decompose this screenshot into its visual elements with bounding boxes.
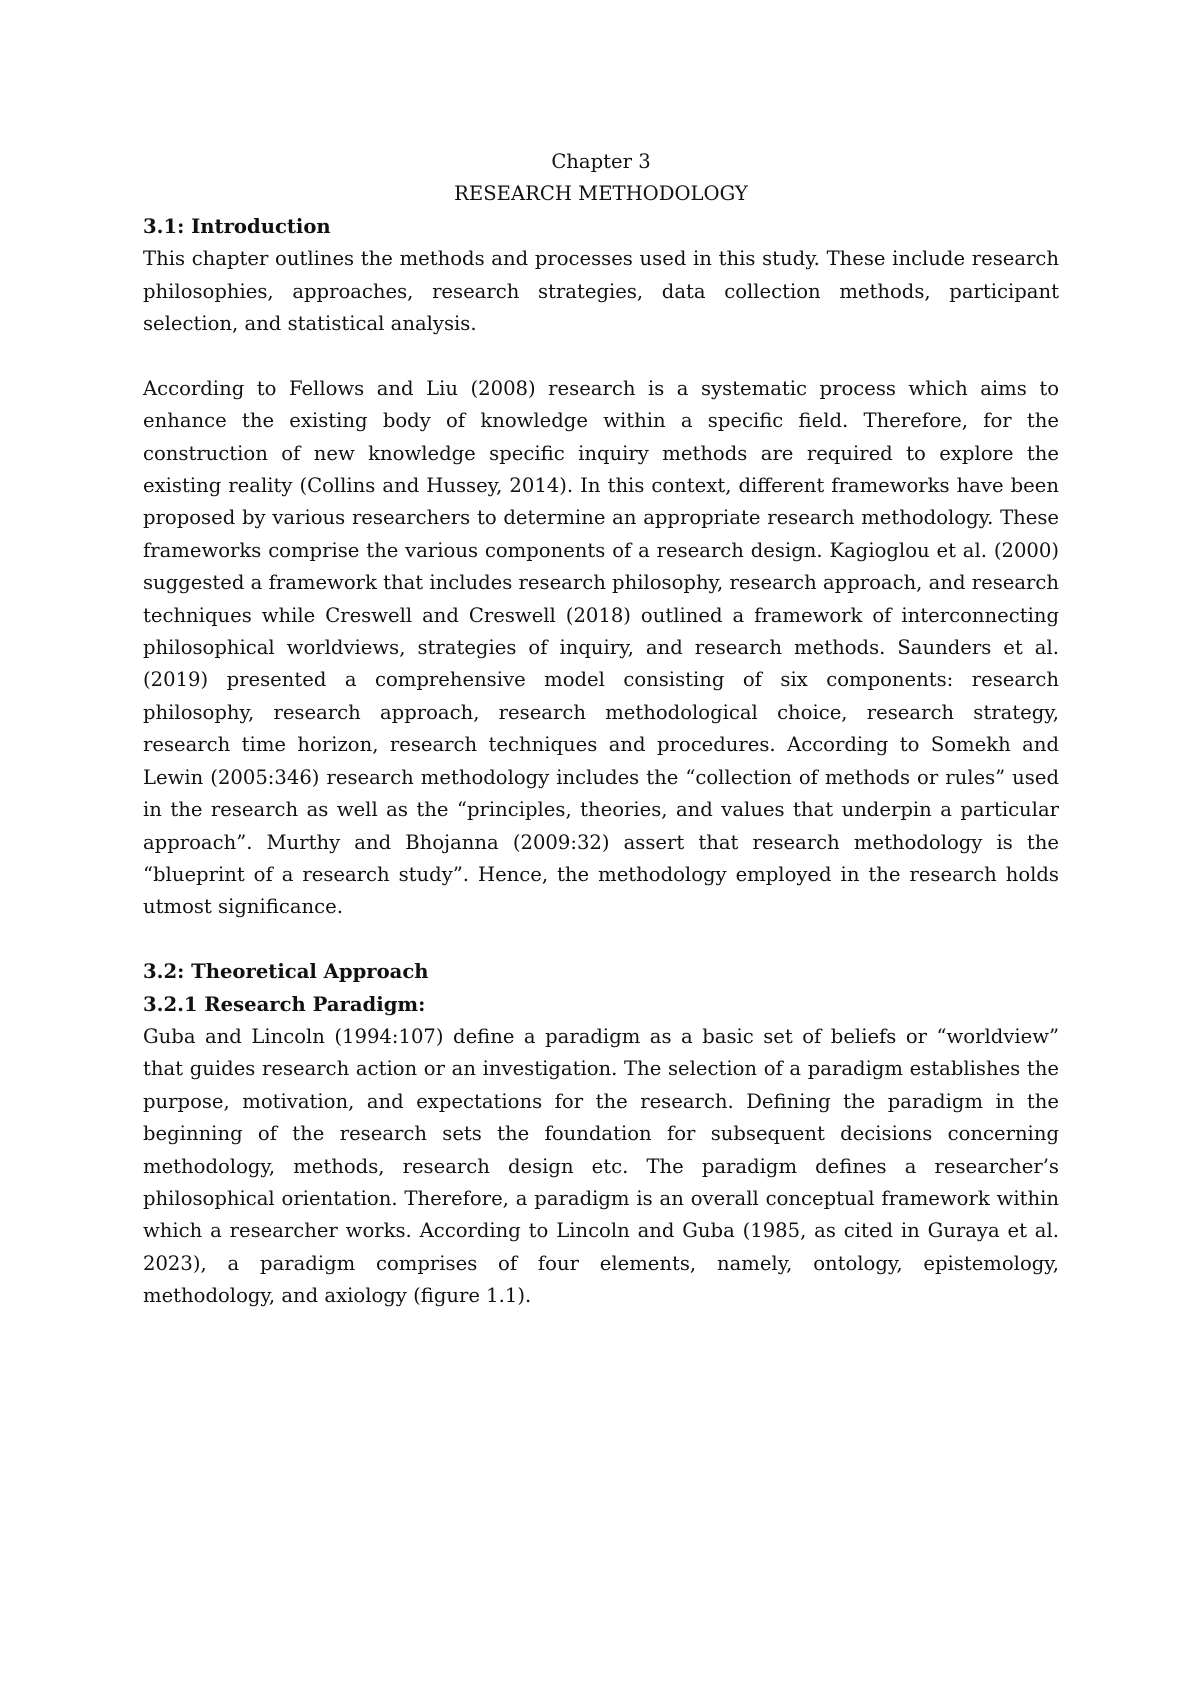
chapter-number: Chapter 3 xyxy=(551,150,651,173)
subsection-heading-research-paradigm: 3.2.1 Research Paradigm: xyxy=(143,992,426,1016)
paradigm-paragraph: Guba and Lincoln (1994:107) define a paradigm as a basic set of beliefs or “worldview” that guides research action or an investigation. The selection of a paradigm establishes the purpose, motivation, and expectations for the research. Defining the paradigm in the beginning of the research sets the foundation for subsequent decisions concerning methodology, methods, research design etc. The paradigm defines a researcher’s philosophical orientation. Therefore, a paradigm is an overall conceptual framework within which a researcher works. According to Lincoln and Guba (1985, as cited in Guraya et al. 2023), a paradigm comprises of four elements, namely, ontology, epistemology, methodology, and axiology (figure 1.1). xyxy=(143,1024,1059,1308)
paragraph-gap xyxy=(143,340,1059,372)
section-heading-introduction: 3.1: Introduction xyxy=(143,214,331,238)
intro-paragraph-1: This chapter outlines the methods and processes used in this study. These include research philosophies, approaches, research strategies, data collection methods, participant selection, and statistical analysis. xyxy=(143,247,1059,336)
section-heading-theoretical-approach: 3.2: Theoretical Approach xyxy=(143,960,429,984)
chapter-title: RESEARCH METHODOLOGY xyxy=(454,182,748,206)
document-page xyxy=(143,146,1059,1313)
intro-paragraph-2: According to Fellows and Liu (2008) research is a systematic process which aims to enhance the existing body of knowledge within a specific field. Therefore, for the construction of new knowledge specific inquiry methods are required to explore the existing reality (Collins and Hussey, 2014). In this context, different frameworks have been proposed by various researchers to determine an appropriate research methodology. These frameworks comprise the various components of a research design. Kagioglou et al. (2000) suggested a framework that includes research philosophy, research approach, and research techniques while Creswell and Creswell (2018) outlined a framework of interconnecting philosophical worldviews, strategies of inquiry, and research methods. Saunders et al. (2019) presented a comprehensive model consisting of six components: research philosophy, research approach, research methodological choice, research strategy, research time horizon, research techniques and procedures. According to Somekh and Lewin (2005:346) research methodology includes the “collection of methods or rules” used in the research as well as the “principles, theories, and values that underpin a particular approach”. Murthy and Bhojanna (2009:32) assert that research methodology is the “blueprint of a research study”. Hence, the methodology employed in the research holds utmost significance. xyxy=(143,376,1059,919)
paragraph-gap xyxy=(143,924,1059,956)
